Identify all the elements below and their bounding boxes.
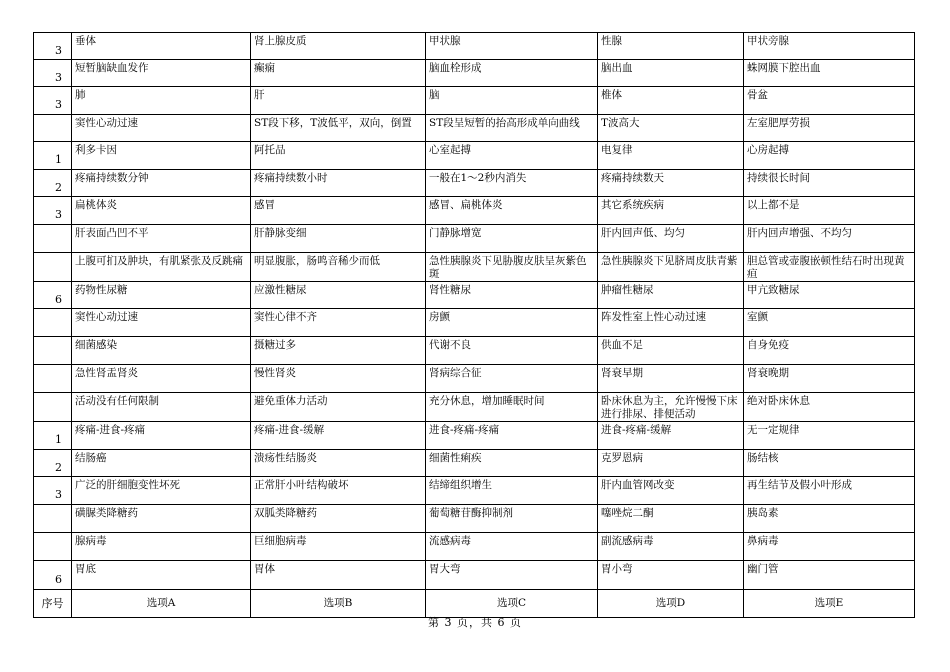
- option-cell-a: 肺: [72, 87, 251, 115]
- option-cell-e: 骨盆: [744, 87, 915, 115]
- table-row: [34, 309, 915, 337]
- row-number-text: 2: [55, 460, 62, 474]
- option-cell-e: 以上都不是: [744, 197, 915, 225]
- row-number-text: 1: [55, 153, 62, 166]
- table-row: [34, 87, 915, 115]
- option-cell-a: 广泛的肝细胞变性坏死: [72, 477, 251, 505]
- row-number: [34, 477, 72, 505]
- table-row: [34, 142, 915, 170]
- table-row: [34, 561, 915, 590]
- option-cell-c: 房颤: [426, 309, 598, 337]
- option-cell-a: 结肠癌: [72, 450, 251, 477]
- option-cell-c: 代谢不良: [426, 337, 598, 365]
- option-cell-c: 肾病综合征: [426, 365, 598, 393]
- option-cell-c: 流感病毒: [426, 533, 598, 561]
- option-cell-a: 急性肾盂肾炎: [72, 365, 251, 393]
- row-number: [34, 422, 72, 450]
- table-row: [34, 197, 915, 225]
- option-cell-b: 双胍类降糖药: [251, 505, 426, 533]
- option-cell-d: 肿瘤性糖尿: [598, 282, 744, 309]
- row-number-text: 3: [55, 488, 62, 501]
- option-cell-d: 急性胰腺炎下见脐周皮肤青紫: [598, 253, 744, 282]
- option-cell-b: 摄糖过多: [251, 337, 426, 365]
- option-cell-d: 疼痛持续数天: [598, 170, 744, 197]
- option-cell-e: 自身免疫: [744, 337, 915, 365]
- option-cell-b: 肝静脉变细: [251, 225, 426, 253]
- option-cell-d: 进食-疼痛-缓解: [598, 422, 744, 450]
- option-cell-c: 肾性糖尿: [426, 282, 598, 309]
- option-cell-a: 上腹可扪及肿块，有肌紧张及反跳痛: [72, 253, 251, 282]
- row-number: [34, 282, 72, 309]
- table-row: [34, 450, 915, 477]
- table-row: [34, 282, 915, 309]
- option-cell-e: 持续很长时间: [744, 170, 915, 197]
- option-cell-b: 肾上腺皮质: [251, 33, 426, 60]
- option-cell-d: 脑出血: [598, 60, 744, 87]
- option-cell-c: 心室起搏: [426, 142, 598, 170]
- row-number: [34, 393, 72, 422]
- option-cell-c: 一般在1～2秒内消失: [426, 170, 598, 197]
- row-number-text: 3: [55, 98, 62, 111]
- row-number: [34, 170, 72, 197]
- option-cell-a: 窦性心动过速: [72, 115, 251, 142]
- option-cell-d: 副流感病毒: [598, 533, 744, 561]
- option-cell-a: 窦性心动过速: [72, 309, 251, 337]
- option-cell-d: 其它系统疾病: [598, 197, 744, 225]
- row-number-text: 1: [55, 433, 62, 446]
- option-cell-c: ST段呈短暂的抬高形成单向曲线: [426, 115, 598, 142]
- row-number: [34, 197, 72, 225]
- table-row: [34, 33, 915, 60]
- option-cell-a: 细菌感染: [72, 337, 251, 365]
- option-cell-d: 胃小弯: [598, 561, 744, 590]
- option-cell-b: 明显腹胀，肠鸣音稀少而低: [251, 253, 426, 282]
- option-cell-c: 甲状腺: [426, 33, 598, 60]
- option-cell-b: 肝: [251, 87, 426, 115]
- row-number-text: 3: [55, 70, 62, 84]
- option-cell-c: 葡萄糖苷酶抑制剂: [426, 505, 598, 533]
- row-number: [34, 142, 72, 170]
- option-cell-d: 卧床休息为主，允许慢慢下床进行排尿、排便活动: [598, 393, 744, 422]
- column-header-option-a: 选项A: [72, 590, 251, 618]
- row-number: [34, 309, 72, 337]
- option-cell-a: 垂体: [72, 33, 251, 60]
- option-cell-c: 感冒、扁桃体炎: [426, 197, 598, 225]
- option-cell-d: 阵发性室上性心动过速: [598, 309, 744, 337]
- option-cell-e: 绝对卧床休息: [744, 393, 915, 422]
- table-row: [34, 422, 915, 450]
- option-cell-b: 慢性肾炎: [251, 365, 426, 393]
- option-cell-e: 甲亢致糖尿: [744, 282, 915, 309]
- option-cell-a: 肝表面凸凹不平: [72, 225, 251, 253]
- option-cell-d: T波高大: [598, 115, 744, 142]
- option-cell-a: 腺病毒: [72, 533, 251, 561]
- option-cell-e: 肾衰晚期: [744, 365, 915, 393]
- row-number-text: 3: [55, 208, 62, 221]
- row-number-text: 2: [55, 180, 62, 194]
- option-cell-e: 甲状旁腺: [744, 33, 915, 60]
- table-row: [34, 365, 915, 393]
- option-cell-e: 胆总管或壶腹嵌顿性结石时出现黄疸: [744, 253, 915, 282]
- option-cell-e: 心房起搏: [744, 142, 915, 170]
- option-cell-b: ST段下移，T波低平，双向，倒置: [251, 115, 426, 142]
- option-cell-e: 肝内回声增强、不均匀: [744, 225, 915, 253]
- row-number: [34, 115, 72, 142]
- page-number: 第 3 页，共 6 页: [428, 616, 522, 629]
- row-number: [34, 337, 72, 365]
- column-header-option-b: 选项B: [251, 590, 426, 618]
- table-row: [34, 505, 915, 533]
- row-number: [34, 561, 72, 590]
- option-cell-d: 供血不足: [598, 337, 744, 365]
- option-cell-b: 感冒: [251, 197, 426, 225]
- option-cell-c: 脑: [426, 87, 598, 115]
- option-cell-e: 幽门管: [744, 561, 915, 590]
- table-row: [34, 170, 915, 197]
- option-cell-c: 细菌性痢疾: [426, 450, 598, 477]
- row-number-text: 6: [55, 292, 62, 306]
- row-number: [34, 60, 72, 87]
- row-number-text: 6: [55, 572, 62, 586]
- option-cell-e: 肠结核: [744, 450, 915, 477]
- option-cell-e: 蛛网膜下腔出血: [744, 60, 915, 87]
- option-cell-c: 门静脉增宽: [426, 225, 598, 253]
- option-cell-a: 扁桃体炎: [72, 197, 251, 225]
- row-number: [34, 253, 72, 282]
- option-cell-e: 再生结节及假小叶形成: [744, 477, 915, 505]
- option-cell-c: 胃大弯: [426, 561, 598, 590]
- option-cell-c: 结缔组织增生: [426, 477, 598, 505]
- option-cell-c: 充分休息，增加睡眠时间: [426, 393, 598, 422]
- option-cell-a: 疼痛持续数分钟: [72, 170, 251, 197]
- option-cell-a: 磺脲类降糖药: [72, 505, 251, 533]
- option-cell-a: 疼痛-进食-疼痛: [72, 422, 251, 450]
- row-number: [34, 87, 72, 115]
- option-cell-b: 胃体: [251, 561, 426, 590]
- option-cell-e: 室颤: [744, 309, 915, 337]
- option-cell-a: 活动没有任何限制: [72, 393, 251, 422]
- option-cell-e: 鼻病毒: [744, 533, 915, 561]
- option-cell-d: 肾衰早期: [598, 365, 744, 393]
- option-cell-b: 阿托品: [251, 142, 426, 170]
- option-cell-b: 避免重体力活动: [251, 393, 426, 422]
- option-cell-b: 疼痛-进食-缓解: [251, 422, 426, 450]
- option-cell-e: 无一定规律: [744, 422, 915, 450]
- column-header-option-c: 选项C: [426, 590, 598, 618]
- row-number: [34, 225, 72, 253]
- option-cell-c: 进食-疼痛-疼痛: [426, 422, 598, 450]
- option-cell-c: 急性胰腺炎下见胁腹皮肤呈灰紫色斑: [426, 253, 598, 282]
- option-cell-d: 肝内回声低、均匀: [598, 225, 744, 253]
- row-number: [34, 505, 72, 533]
- option-cell-b: 疼痛持续数小时: [251, 170, 426, 197]
- table-row: [34, 225, 915, 253]
- column-header-option-e: 选项E: [744, 590, 915, 618]
- option-cell-b: 应激性糖尿: [251, 282, 426, 309]
- row-number: [34, 533, 72, 561]
- option-cell-c: 脑血栓形成: [426, 60, 598, 87]
- option-cell-d: 性腺: [598, 33, 744, 60]
- table-row: [34, 115, 915, 142]
- table-row: [34, 337, 915, 365]
- option-cell-a: 短暂脑缺血发作: [72, 60, 251, 87]
- option-cell-d: 椎体: [598, 87, 744, 115]
- table-row: [34, 477, 915, 505]
- option-cell-d: 电复律: [598, 142, 744, 170]
- question-table: [33, 32, 915, 618]
- row-number: [34, 450, 72, 477]
- option-cell-b: 癫痫: [251, 60, 426, 87]
- option-cell-a: 利多卡因: [72, 142, 251, 170]
- column-header-option-d: 选项D: [598, 590, 744, 618]
- table-row: [34, 60, 915, 87]
- table-row: [34, 533, 915, 561]
- option-cell-b: 巨细胞病毒: [251, 533, 426, 561]
- option-cell-d: 克罗恩病: [598, 450, 744, 477]
- option-cell-d: 噻唑烷二酮: [598, 505, 744, 533]
- option-cell-b: 窦性心律不齐: [251, 309, 426, 337]
- option-cell-a: 胃底: [72, 561, 251, 590]
- option-cell-a: 药物性尿糖: [72, 282, 251, 309]
- option-cell-d: 肝内血管网改变: [598, 477, 744, 505]
- option-cell-b: 溃疡性结肠炎: [251, 450, 426, 477]
- row-number: [34, 365, 72, 393]
- option-cell-e: 胰岛素: [744, 505, 915, 533]
- column-header-number: 序号: [34, 590, 72, 618]
- table-row: [34, 253, 915, 282]
- row-number: [34, 33, 72, 60]
- row-number-text: 3: [55, 43, 62, 57]
- option-cell-b: 正常肝小叶结构破坏: [251, 477, 426, 505]
- option-cell-e: 左室肥厚劳损: [744, 115, 915, 142]
- table-row: [34, 393, 915, 422]
